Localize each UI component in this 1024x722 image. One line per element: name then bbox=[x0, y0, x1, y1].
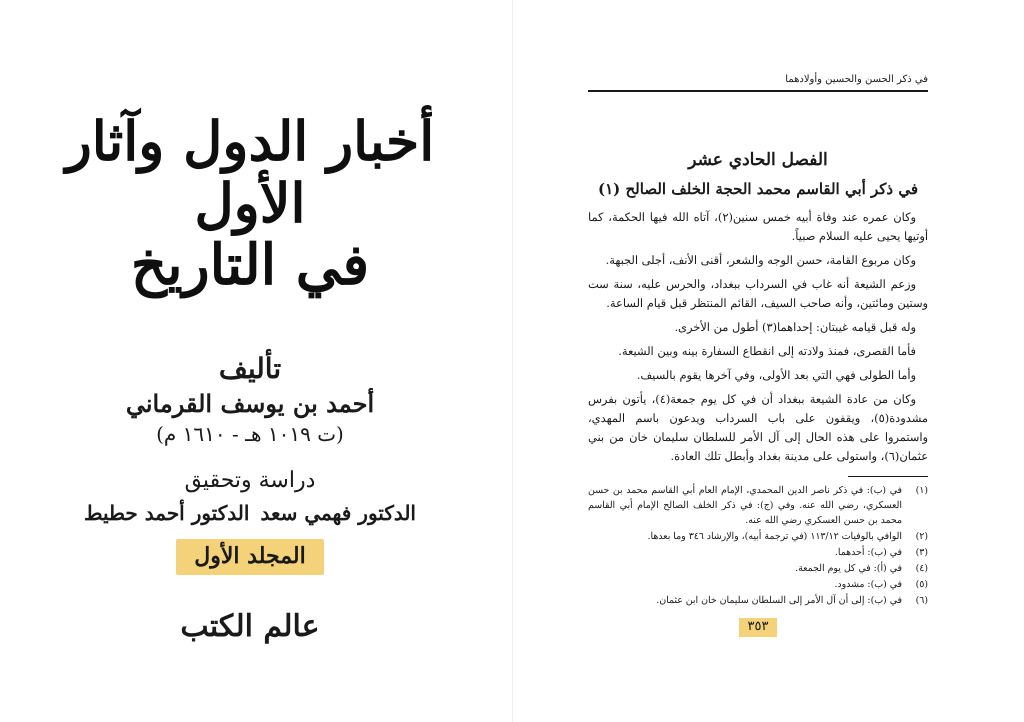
paragraph: وله قبل قيامه غيبتان: إحداهما(٣) أطول من الأخرى. bbox=[674, 320, 916, 334]
book-title bbox=[60, 110, 440, 296]
page-gutter bbox=[512, 0, 513, 722]
footnotes bbox=[588, 483, 928, 608]
paragraph: فأما القصرى، فمنذ ولادته إلى انقطاع السفارة بينه وبين الشيعة. bbox=[618, 344, 916, 358]
book-title-line-1: أخبار الدول وآثار الأول bbox=[65, 109, 435, 235]
paragraph: وكان من عادة الشيعة ببغداد أن في كل يوم جمعة(٤)، يأتون بفرس مشدودة(٥)، ويقفون على باب السرداب ويدعون باسم المهدي، واستمروا على هذه الحال إلى آل الأمر للسلطان سليمان خان من بني عثمان(٦)، واستولى على مدينة بغداد وأبطل تلك العادة. bbox=[588, 392, 928, 463]
footnote bbox=[588, 561, 928, 576]
study-label: دراسة وتحقيق bbox=[184, 468, 316, 493]
footnote-text: في (ب): إلى أن آل الأمر إلى السلطان سليمان خان ابن عثمان. bbox=[656, 595, 902, 606]
editors bbox=[84, 501, 416, 525]
footnote bbox=[588, 483, 928, 528]
page-number: ٣٥٣ bbox=[739, 618, 777, 637]
footnote bbox=[588, 529, 928, 544]
author-dates: (ت ١٠١٩ هـ - ١٦١٠ م) bbox=[156, 422, 344, 446]
editor-right: الدكتور فهمي سعد bbox=[260, 501, 416, 525]
text-page bbox=[588, 74, 928, 637]
footnote bbox=[588, 545, 928, 560]
footnote-number: (٥) bbox=[915, 579, 928, 590]
footnote-text: في (ب): في ذكر ناصر الدين المحمدي، الإمام العام أبي القاسم محمد بن حسن العسكري، رضي الله عنه. وفي (ج): في ذكر الخلف الصالح الإمام أبي القاسم محمد بن حسن العسكري رضي الله عنه. bbox=[588, 485, 902, 526]
footnote-separator bbox=[848, 476, 928, 477]
title-page bbox=[60, 110, 440, 644]
chapter-subtitle: في ذكر أبي القاسم محمد الحجة الخلف الصالح (١) bbox=[598, 180, 918, 198]
editor-left: الدكتور أحمد حطيط bbox=[84, 501, 250, 525]
footnote-number: (٤) bbox=[915, 563, 928, 574]
chapter-title: الفصل الحادي عشر bbox=[688, 150, 828, 170]
paragraph: وزعم الشيعة أنه غاب في السرداب ببغداد، والحرس عليه، سنة ست وستين ومائتين، وأنه صاحب السيف، القائم المنتظر قبل قيام الساعة. bbox=[588, 277, 928, 310]
footnote bbox=[588, 593, 928, 608]
footnote-number: (٣) bbox=[915, 547, 928, 558]
footnote bbox=[588, 577, 928, 592]
footnote-number: (٢) bbox=[915, 531, 928, 542]
body-text bbox=[588, 208, 928, 466]
paragraph: وكان عمره عند وفاة أبيه خمس سنين(٢)، آتاه الله فيها الحكمة، كما أوتيها يحيى عليه السلام صبياً. bbox=[588, 210, 928, 243]
byline-label: تأليف bbox=[218, 352, 282, 385]
footnote-text: في (ب): مشدود. bbox=[834, 579, 902, 590]
footnote-text: في (ب): أحدهما. bbox=[834, 547, 902, 558]
paragraph: وأما الطولى فهي التي بعد الأولى، وفي آخرها يقوم بالسيف. bbox=[636, 368, 916, 382]
running-head: في ذكر الحسن والحسين وأولادهما bbox=[588, 74, 928, 92]
footnote-text: في (أ): في كل يوم الجمعة. bbox=[795, 563, 902, 574]
author-name: أحمد بن يوسف القرماني bbox=[125, 389, 375, 418]
book-title-line-2: في التاريخ bbox=[130, 232, 370, 298]
footnote-number: (١) bbox=[915, 485, 928, 496]
paragraph: وكان مربوع القامة، حسن الوجه والشعر، أقنى الأنف، أجلى الجبهة. bbox=[605, 253, 916, 267]
volume-badge: المجلد الأول bbox=[176, 539, 324, 575]
publisher-name: عالم الكتب bbox=[180, 609, 320, 644]
footnote-text: الوافي بالوفيات ١١٣/١٢ (في ترجمة أبيه)، والإرشاد ٣٤٦ وما بعدها. bbox=[647, 531, 902, 542]
footnote-number: (٦) bbox=[915, 595, 928, 606]
